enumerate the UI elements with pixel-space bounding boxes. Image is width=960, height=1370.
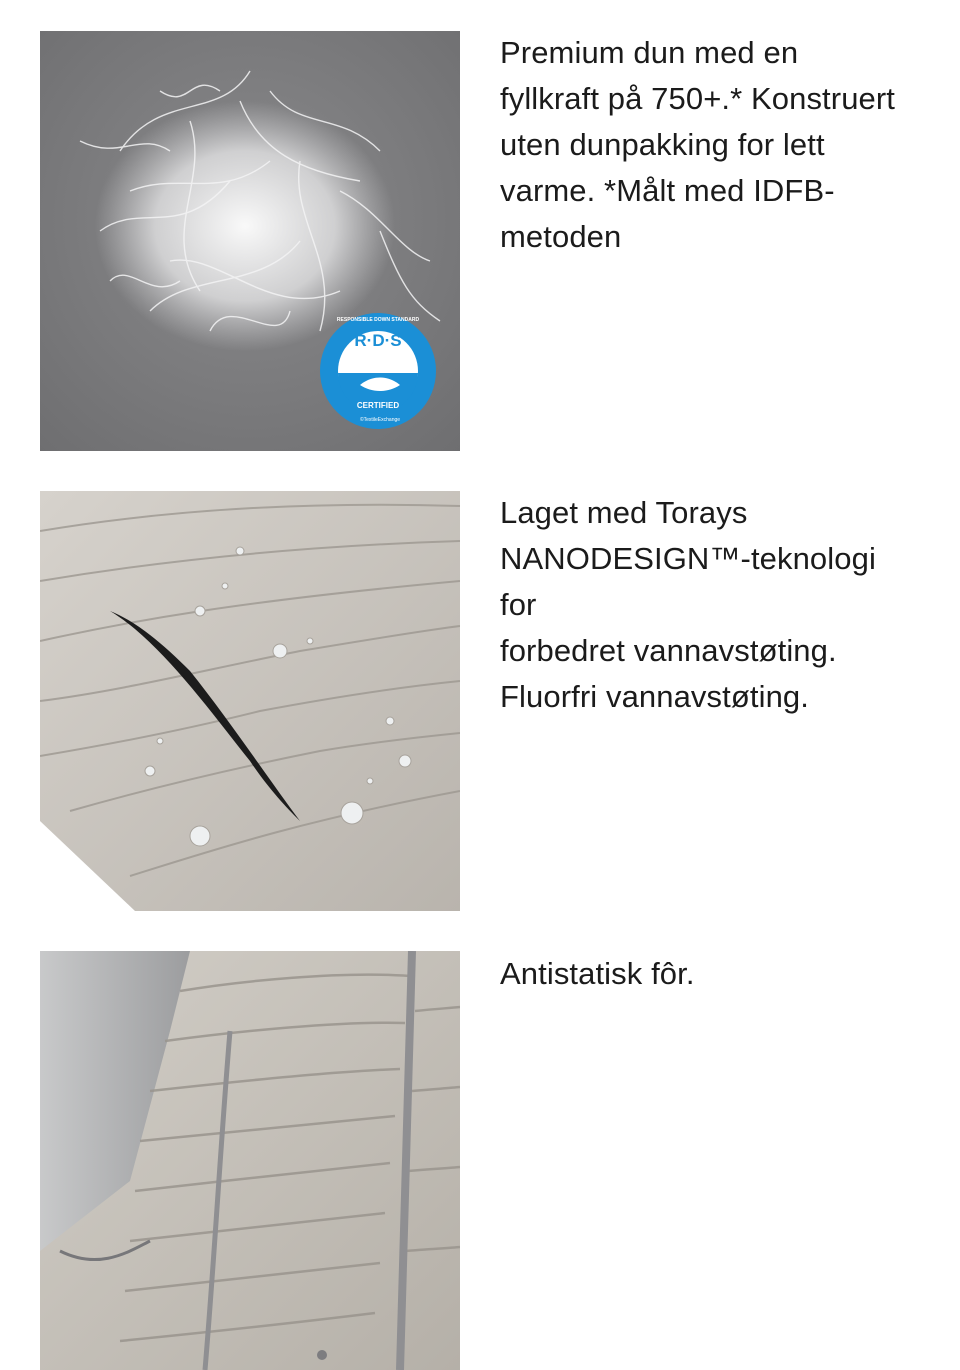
water-repellent-fabric-image xyxy=(40,491,460,911)
rds-badge-bottom-text: CERTIFIED xyxy=(356,401,400,410)
feature-description: Laget med Torays NANODESIGN™-teknologi for forbedret vannavstøting. Fluorfri vannavstøting. xyxy=(500,495,876,714)
feature-row-antistatic xyxy=(40,951,920,1370)
rds-badge-ring-text: RESPONSIBLE DOWN STANDARD xyxy=(336,317,420,323)
lining-image xyxy=(40,951,460,1370)
feature-description: Premium dun med en fyllkraft på 750+.* Konstruert uten dunpakking for lett varme. *Målt med IDFB- metoden xyxy=(500,35,896,254)
feature-row-down-fill xyxy=(40,31,920,451)
rds-badge-small-text: ©TextileExchange xyxy=(359,417,401,423)
feature-description: Antistatisk fôr. xyxy=(500,956,695,991)
rds-badge-center-text: R·D·S xyxy=(354,331,402,350)
feature-row-water-repellent xyxy=(40,491,920,911)
down-fill-image xyxy=(40,31,460,451)
